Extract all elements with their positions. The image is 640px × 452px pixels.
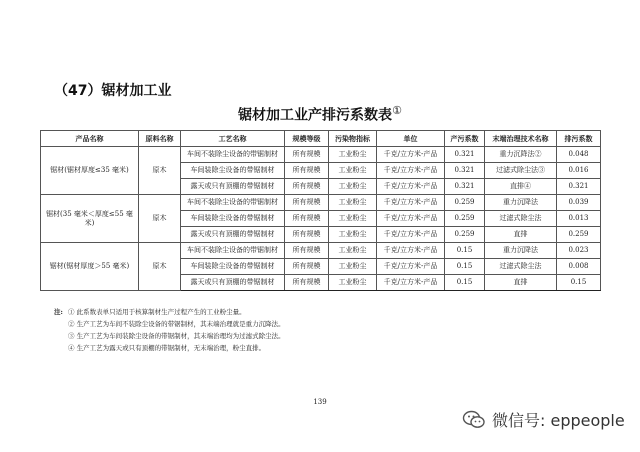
table-header-row (41, 131, 601, 147)
cell-material: 原木 (139, 243, 181, 291)
section-heading: （47）锯材加工业 (54, 83, 172, 99)
cell-scale: 所有规模 (285, 147, 329, 163)
cell-unit: 千克/立方米-产品 (377, 243, 445, 259)
cell-unit: 千克/立方米-产品 (377, 211, 445, 227)
cell-product: 锯材(锯材厚度＞55 毫米) (41, 243, 139, 291)
cell-process: 露天或只有顶棚的带锯制材 (181, 227, 285, 243)
cell-unit: 千克/立方米-产品 (377, 179, 445, 195)
watermark-text: 微信号: eppeople (492, 411, 625, 430)
cell-generation-factor: 0.321 (445, 179, 485, 195)
header-process: 工艺名称 (181, 131, 285, 147)
table-title-note: ① (392, 104, 402, 117)
table-title (0, 104, 640, 125)
table-row (41, 243, 601, 259)
cell-discharge-factor: 0.048 (557, 147, 601, 163)
cell-discharge-factor: 0.023 (557, 243, 601, 259)
table-notes (54, 306, 594, 354)
cell-generation-factor: 0.321 (445, 163, 485, 179)
cell-generation-factor: 0.259 (445, 227, 485, 243)
cell-pollutant: 工业粉尘 (329, 243, 377, 259)
cell-scale: 所有规模 (285, 243, 329, 259)
cell-unit: 千克/立方米-产品 (377, 275, 445, 291)
cell-scale: 所有规模 (285, 227, 329, 243)
cell-pollutant: 工业粉尘 (329, 147, 377, 163)
cell-generation-factor: 0.15 (445, 259, 485, 275)
cell-treatment: 过滤式除尘法 (485, 259, 557, 275)
note-text: ③ 生产工艺为车间装除尘设备的带锯制材，其末端治理均为过滤式除尘法。 (68, 332, 285, 340)
cell-process: 露天或只有顶棚的带锯制材 (181, 179, 285, 195)
cell-pollutant: 工业粉尘 (329, 211, 377, 227)
cell-pollutant: 工业粉尘 (329, 275, 377, 291)
cell-unit: 千克/立方米-产品 (377, 227, 445, 243)
cell-pollutant: 工业粉尘 (329, 163, 377, 179)
cell-generation-factor: 0.259 (445, 211, 485, 227)
cell-unit: 千克/立方米-产品 (377, 147, 445, 163)
cell-discharge-factor: 0.016 (557, 163, 601, 179)
note-text: ④ 生产工艺为露天或只有顶棚的带锯制材，无末端治理，粉尘直排。 (68, 344, 266, 352)
cell-scale: 所有规模 (285, 211, 329, 227)
cell-treatment: 直排④ (485, 179, 557, 195)
cell-scale: 所有规模 (285, 275, 329, 291)
header-treatment: 末端治理技术名称 (485, 131, 557, 147)
cell-discharge-factor: 0.008 (557, 259, 601, 275)
cell-unit: 千克/立方米-产品 (377, 195, 445, 211)
cell-discharge-factor: 0.259 (557, 227, 601, 243)
cell-treatment: 直排 (485, 275, 557, 291)
cell-process: 车间不装除尘设备的带锯制材 (181, 195, 285, 211)
table-row (41, 195, 601, 211)
cell-pollutant: 工业粉尘 (329, 195, 377, 211)
note-text: ② 生产工艺为车间不装除尘设备的带锯制材，其末端治理就是重力沉降法。 (68, 320, 285, 328)
cell-generation-factor: 0.15 (445, 275, 485, 291)
cell-product: 锯材(锯材厚度≤35 毫米) (41, 147, 139, 195)
cell-process: 车间装除尘设备的带锯制材 (181, 259, 285, 275)
table-row (41, 147, 601, 163)
cell-discharge-factor: 0.321 (557, 179, 601, 195)
cell-scale: 所有规模 (285, 259, 329, 275)
watermark (462, 408, 625, 431)
note-item (54, 306, 594, 318)
cell-generation-factor: 0.15 (445, 243, 485, 259)
cell-process: 露天或只有顶棚的带锯制材 (181, 275, 285, 291)
page-number: 139 (313, 398, 327, 406)
cell-discharge-factor: 0.15 (557, 275, 601, 291)
cell-process: 车间装除尘设备的带锯制材 (181, 211, 285, 227)
header-scale: 规模等级 (285, 131, 329, 147)
cell-generation-factor: 0.321 (445, 147, 485, 163)
emission-factor-table (40, 130, 601, 291)
note-item (54, 318, 594, 330)
cell-discharge-factor: 0.013 (557, 211, 601, 227)
cell-material: 原木 (139, 195, 181, 243)
header-material: 原料名称 (139, 131, 181, 147)
cell-discharge-factor: 0.039 (557, 195, 601, 211)
cell-pollutant: 工业粉尘 (329, 259, 377, 275)
wechat-icon (462, 409, 486, 431)
notes-lead: 注: (54, 308, 63, 316)
header-product: 产品名称 (41, 131, 139, 147)
cell-scale: 所有规模 (285, 179, 329, 195)
cell-process: 车间装除尘设备的带锯制材 (181, 163, 285, 179)
cell-scale: 所有规模 (285, 163, 329, 179)
header-unit: 单位 (377, 131, 445, 147)
header-generation-factor: 产污系数 (445, 131, 485, 147)
cell-pollutant: 工业粉尘 (329, 179, 377, 195)
cell-generation-factor: 0.259 (445, 195, 485, 211)
cell-material: 原木 (139, 147, 181, 195)
cell-scale: 所有规模 (285, 195, 329, 211)
note-text: ① 此系数表单只适用于核算制材生产过程产生的工业粉尘量。 (68, 308, 246, 316)
note-item (54, 342, 594, 354)
cell-pollutant: 工业粉尘 (329, 227, 377, 243)
cell-product: 锯材(35 毫米＜厚度≤55 毫米) (41, 195, 139, 243)
cell-treatment: 过滤式除尘法 (485, 211, 557, 227)
note-item (54, 330, 594, 342)
cell-process: 车间不装除尘设备的带锯制材 (181, 243, 285, 259)
cell-treatment: 直排 (485, 227, 557, 243)
cell-process: 车间不装除尘设备的带锯制材 (181, 147, 285, 163)
header-pollutant: 污染物指标 (329, 131, 377, 147)
header-discharge-factor: 排污系数 (557, 131, 601, 147)
table-title-text: 锯材加工业产排污系数表 (238, 107, 393, 124)
cell-unit: 千克/立方米-产品 (377, 163, 445, 179)
cell-treatment: 重力沉降法 (485, 195, 557, 211)
cell-treatment: 重力沉降法 (485, 243, 557, 259)
cell-treatment: 过滤式除尘法③ (485, 163, 557, 179)
cell-unit: 千克/立方米-产品 (377, 259, 445, 275)
cell-treatment: 重力沉降法② (485, 147, 557, 163)
